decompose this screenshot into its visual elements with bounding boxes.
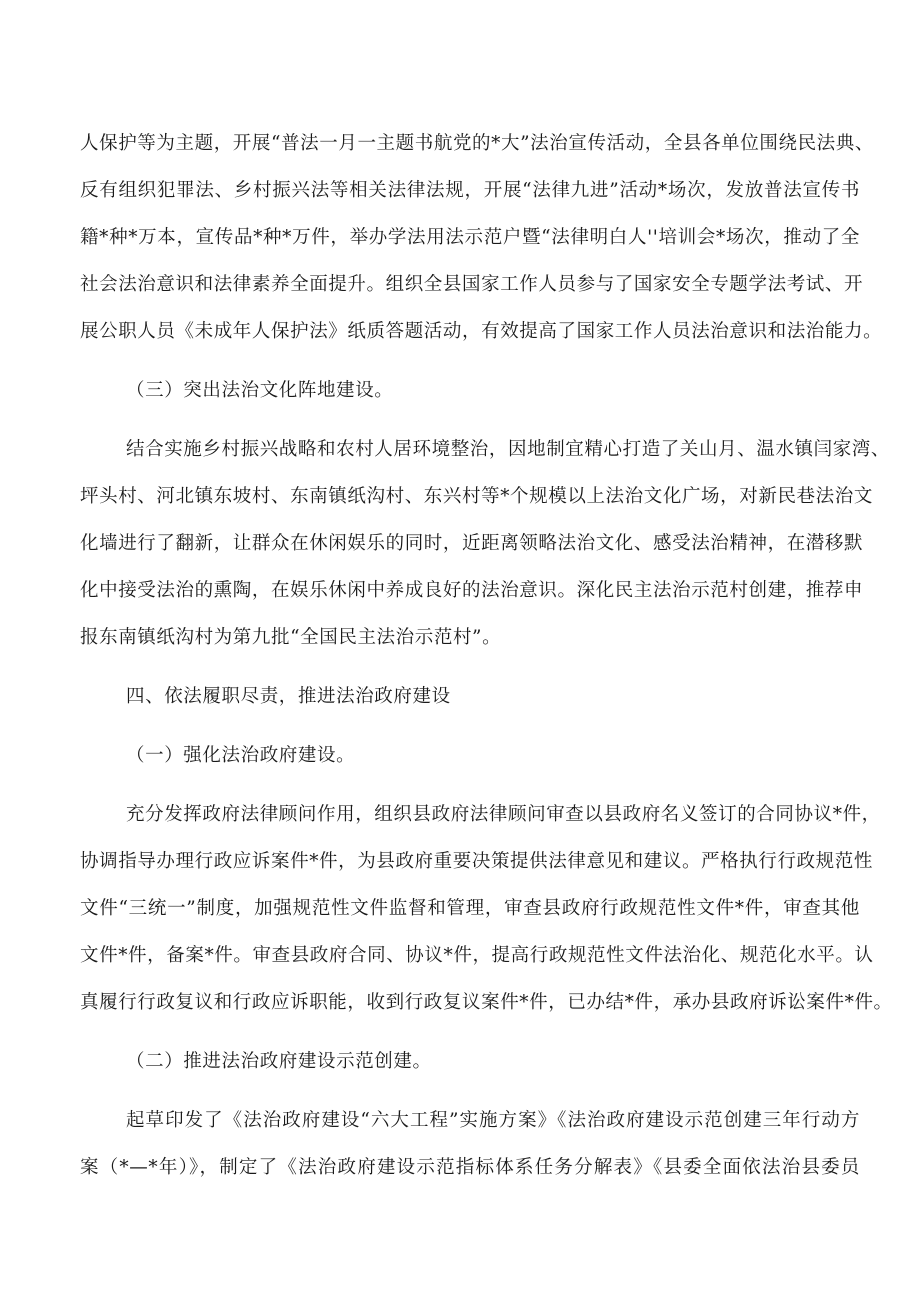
paragraph-line: 充分发挥政府法律顾问作用，组织县政府法律顾问审查以县政府名义签订的合同协议*件， [126,804,881,825]
paragraph-line: 协调指导办理行政应诉案件*件，为县政府重要决策提供法律意见和建议。严格执行行政规范性 [80,851,873,872]
section-heading: （三）突出法治文化阵地建设。 [126,380,394,401]
paragraph-line: 案（*—*年）》，制定了《法治政府建设示范指标体系任务分解表》《县委全面依法治县委员 [80,1157,860,1178]
section-heading: （二）推进法治政府建设示范创建。 [126,1051,432,1072]
paragraph-line: 籍*种*万本，宣传品*种*万件，举办学法用法示范户暨“法律明白人''培训会*场次，推动了全 [80,227,860,248]
paragraph-line: 化中接受法治的熏陶，在娱乐休闲中养成良好的法治意识。深化民主法治示范村创建，推荐申 [80,580,864,601]
paragraph-line: 文件“三统一”制度，加强规范性文件监督和管理，审查县政府行政规范性文件*件，审查其他 [80,898,860,919]
paragraph-line: 人保护等为主题，开展“普法一月一主题书航党的*大”法治宣传活动，全县各单位围绕民法典、 [80,133,874,154]
paragraph-line: 文件*件，备案*件。审查县政府合同、协议*件，提高行政规范性文件法治化、规范化水平。认 [80,945,874,966]
chapter-heading: 四、依法履职尽责，推进法治政府建设 [126,686,451,707]
paragraph-line: 反有组织犯罪法、乡村振兴法等相关法律法规，开展“法律九进”活动*场次，发放普法宣传书 [80,180,860,201]
paragraph-line: 社会法治意识和法律素养全面提升。组织全县国家工作人员参与了国家安全专题学法考试、开 [80,274,864,295]
paragraph-line: 起草印发了《法治政府建设“六大工程”实施方案》《法治政府建设示范创建三年行动方 [126,1110,860,1131]
paragraph-line: 化墙进行了翻新，让群众在休闲娱乐的同时，近距离领略法治文化、感受法治精神，在潜移默 [80,533,864,554]
paragraph-line: 结合实施乡村振兴战略和农村人居环境整治，因地制宜精心打造了关山月、温水镇闫家湾、 [126,439,891,460]
section-heading: （一）强化法治政府建设。 [126,745,356,766]
paragraph-line: 真履行行政复议和行政应诉职能，收到行政复议案件*件，已办结*件，承办县政府诉讼案件*件。 [80,992,893,1013]
paragraph-line: 报东南镇纸沟村为第九批“全国民主法治示范村”。 [80,627,502,648]
paragraph-line: 坪头村、河北镇东坡村、东南镇纸沟村、东兴村等*个规模以上法治文化广场，对新民巷法治文 [80,486,873,507]
paragraph-line: 展公职人员《未成年人保护法》纸质答题活动，有效提高了国家工作人员法治意识和法治能力。 [80,321,883,342]
